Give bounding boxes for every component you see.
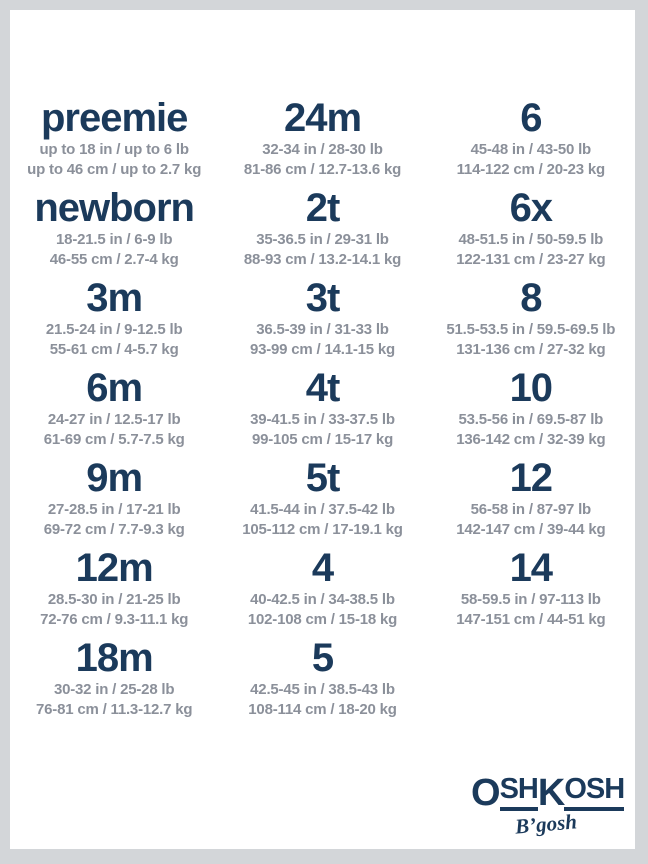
- size-imperial: 51.5-53.5 in / 59.5-69.5 lb: [446, 321, 616, 338]
- size-imperial: 35-36.5 in / 29-31 lb: [256, 231, 389, 248]
- size-imperial: 56-58 in / 87-97 lb: [470, 501, 592, 518]
- size-imperial: 21.5-24 in / 9-12.5 lb: [45, 321, 183, 338]
- size-cell-24m: [218, 96, 426, 180]
- size-imperial: 24-27 in / 12.5-17 lb: [47, 411, 181, 428]
- size-name: 12: [509, 456, 553, 500]
- size-cell-3t: [218, 276, 426, 360]
- size-cell-14: [427, 546, 635, 630]
- size-cell-2t: [218, 186, 426, 270]
- size-name: 9m: [86, 456, 143, 500]
- size-name: 12m: [75, 546, 153, 590]
- size-metric: 102-108 cm / 15-18 kg: [247, 611, 398, 628]
- size-chart-page: [10, 10, 635, 849]
- size-metric: up to 46 cm / up to 2.7 kg: [27, 161, 202, 178]
- size-metric: 147-151 cm / 44-51 kg: [456, 611, 606, 628]
- size-imperial: 30-32 in / 25-28 lb: [53, 681, 175, 698]
- size-name: 14: [509, 546, 553, 590]
- size-cell-6m: [10, 366, 218, 450]
- size-cell-12: [427, 456, 635, 540]
- size-cell-18m: [10, 636, 218, 720]
- size-metric: 108-114 cm / 18-20 kg: [248, 701, 397, 718]
- size-metric: 61-69 cm / 5.7-7.5 kg: [43, 431, 185, 448]
- size-name: 4: [311, 546, 334, 590]
- size-imperial: 28.5-30 in / 21-25 lb: [47, 591, 181, 608]
- size-name: 3m: [86, 276, 143, 320]
- size-cell-preemie: [10, 96, 218, 180]
- size-metric: 69-72 cm / 7.7-9.3 kg: [43, 521, 185, 538]
- size-name: 6x: [509, 186, 553, 230]
- size-imperial: 32-34 in / 28-30 lb: [262, 141, 383, 158]
- size-metric: 122-131 cm / 23-27 kg: [456, 251, 606, 268]
- size-metric: 76-81 cm / 11.3-12.7 kg: [35, 701, 193, 718]
- size-name: 24m: [283, 96, 362, 140]
- size-imperial: 40-42.5 in / 34-38.5 lb: [250, 591, 395, 608]
- size-metric: 131-136 cm / 27-32 kg: [456, 341, 606, 358]
- size-name: 6: [520, 96, 542, 140]
- size-name: preemie: [40, 96, 188, 140]
- size-cell-newborn: [10, 186, 218, 270]
- size-name: 3t: [305, 276, 340, 320]
- logo-letters-sh: SH: [500, 774, 538, 811]
- size-cell-3m: [10, 276, 218, 360]
- size-imperial: up to 18 in / up to 6 lb: [39, 141, 189, 158]
- size-cell-12m: [10, 546, 218, 630]
- size-grid: [10, 96, 635, 720]
- size-cell-4t: [218, 366, 426, 450]
- size-name: 5t: [305, 456, 340, 500]
- logo-letter-k: K: [537, 772, 565, 814]
- size-metric: 114-122 cm / 20-23 kg: [456, 161, 606, 178]
- size-cell-9m: [10, 456, 218, 540]
- size-name: 5: [311, 636, 334, 680]
- size-imperial: 36.5-39 in / 31-33 lb: [256, 321, 389, 338]
- size-cell-4: [218, 546, 426, 630]
- oshkosh-bgosh-logo: [471, 772, 625, 839]
- size-metric: 105-112 cm / 17-19.1 kg: [242, 521, 403, 538]
- size-metric: 72-76 cm / 9.3-11.1 kg: [40, 611, 189, 628]
- size-name: newborn: [34, 186, 194, 230]
- size-imperial: 41.5-44 in / 37.5-42 lb: [250, 501, 395, 518]
- size-cell-5t: [218, 456, 426, 540]
- size-metric: 55-61 cm / 4-5.7 kg: [49, 341, 179, 358]
- size-metric: 81-86 cm / 12.7-13.6 kg: [243, 161, 402, 178]
- size-imperial: 58-59.5 in / 97-113 lb: [460, 591, 601, 608]
- size-metric: 88-93 cm / 13.2-14.1 kg: [243, 251, 402, 268]
- size-imperial: 18-21.5 in / 6-9 lb: [56, 231, 173, 248]
- size-cell-5: [218, 636, 426, 720]
- size-imperial: 48-51.5 in / 50-59.5 lb: [458, 231, 604, 248]
- size-metric: 46-55 cm / 2.7-4 kg: [49, 251, 179, 268]
- size-name: 8: [520, 276, 542, 320]
- size-cell-8: [427, 276, 635, 360]
- size-imperial: 42.5-45 in / 38.5-43 lb: [250, 681, 395, 698]
- size-imperial: 27-28.5 in / 17-21 lb: [47, 501, 181, 518]
- logo-letters-osh: OSH: [564, 774, 624, 811]
- size-name: 2t: [305, 186, 340, 230]
- size-name: 4t: [305, 366, 340, 410]
- bgosh-script: B’gosh: [514, 809, 578, 839]
- size-cell-6: [427, 96, 635, 180]
- size-metric: 142-147 cm / 39-44 kg: [456, 521, 606, 538]
- size-imperial: 45-48 in / 43-50 lb: [470, 141, 592, 158]
- size-name: 6m: [86, 366, 143, 410]
- size-cell-10: [427, 366, 635, 450]
- size-imperial: 39-41.5 in / 33-37.5 lb: [250, 411, 395, 428]
- size-name: 10: [509, 366, 553, 410]
- size-cell-6x: [427, 186, 635, 270]
- size-metric: 93-99 cm / 14.1-15 kg: [249, 341, 396, 358]
- size-name: 18m: [75, 636, 153, 680]
- size-metric: 136-142 cm / 32-39 kg: [456, 431, 606, 448]
- size-imperial: 53.5-56 in / 69.5-87 lb: [458, 411, 604, 428]
- logo-letter-o: O: [471, 772, 500, 814]
- size-metric: 99-105 cm / 15-17 kg: [251, 431, 394, 448]
